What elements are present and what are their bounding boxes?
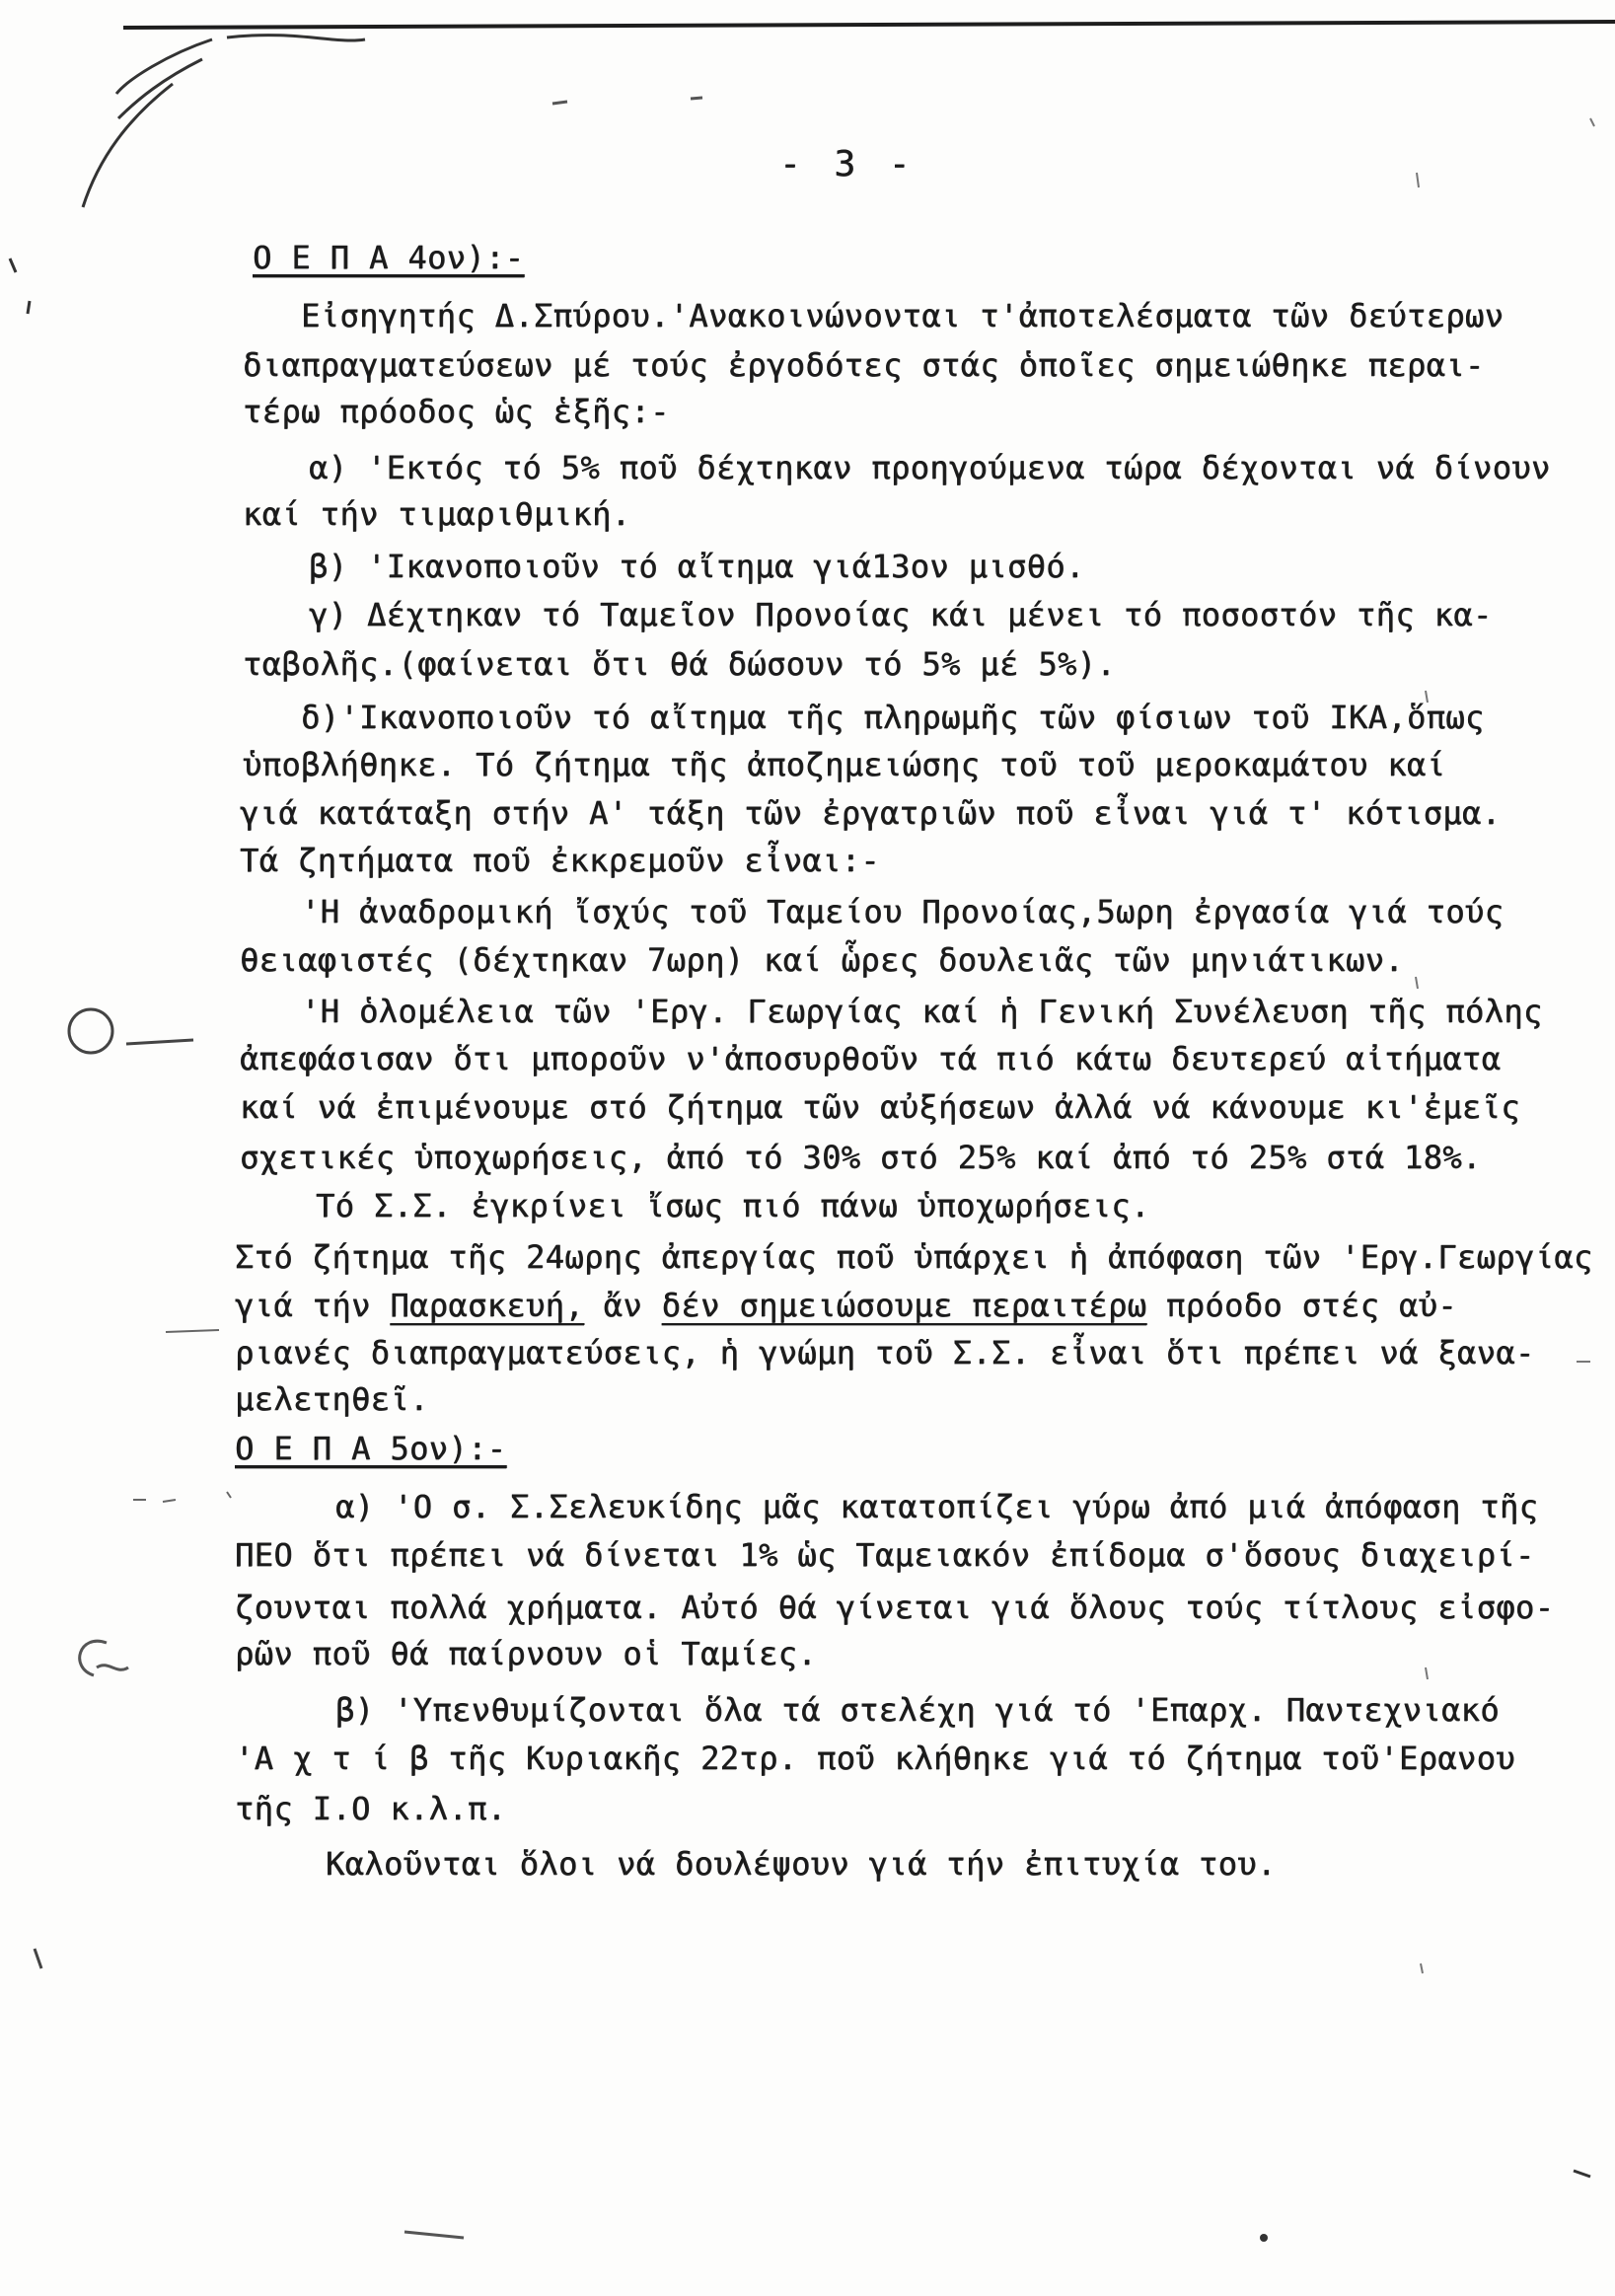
section-4-line: ριανές διαπραγματεύσεις, ἡ γνώμη τοῦ Σ.Σ. εἶναι ὅτι πρέπει νά ξανα-: [235, 1334, 1535, 1371]
left-tick-mark: [10, 259, 30, 314]
page-number: - 3 -: [779, 144, 917, 185]
text-segment: γιά τήν: [235, 1287, 391, 1324]
section-5-line: Καλοῦνται ὅλοι νά δουλέψουν γιά τήν ἐπιτυχία του.: [326, 1845, 1277, 1883]
bottom-dot-mark: [1260, 2234, 1268, 2242]
section-4-line: [235, 1286, 1457, 1325]
underlined-text-segment: Παρασκευή,: [390, 1287, 584, 1324]
section-5-line: ζουνται πολλά χρήματα. Αὐτό θά γίνεται γιά ὅλους τούς τίτλους εἰσφο-: [235, 1589, 1555, 1626]
section-5-heading: Ο Ε Π Α 5ον):-: [235, 1430, 507, 1467]
section-5-line: ρῶν ποῦ θά παίρνουν οἱ Ταμίες.: [235, 1635, 817, 1672]
section-4-line: σχετικές ὑποχωρήσεις, ἀπό τό 30% στό 25% καί ἀπό τό 25% στά 18%.: [240, 1139, 1482, 1176]
section-4-line: 'Η ἀναδρομική ἴσχύς τοῦ Ταμείου Προνοίας,5ωρη ἐργασία γιά τούς: [301, 893, 1505, 930]
section-4-line: ἀπεφάσισαν ὅτι μποροῦν ν'ἀποσυρθοῦν τά πιό κάτω δευτερεύ αἰτήματα: [240, 1040, 1502, 1077]
section-5-line: α) 'Ο σ. Σ.Σελευκίδης μᾶς κατατοπίζει γύρω ἀπό μιά ἀπόφαση τῆς: [335, 1488, 1539, 1525]
section-4-line: ταβολῆς.(φαίνεται ὅτι θά δώσουν τό 5% μέ 5%).: [243, 645, 1116, 683]
section-4-line: 'Η ὁλομέλεια τῶν 'Εργ. Γεωργίας καί ἡ Γενική Συνέλευση τῆς πόλης: [301, 993, 1543, 1030]
section-4-heading: Ο Ε Π Α 4ον):-: [253, 239, 525, 276]
margin-dash-mark: [126, 1040, 193, 1044]
margin-left-dash: [166, 1330, 219, 1332]
section-5-line: ΠΕΟ ὅτι πρέπει νά δίνεται 1% ὡς Ταμειακόν ἐπίδομα σ'ὅσους διαχειρί-: [235, 1536, 1535, 1574]
section-4-line: Τά ζητήματα ποῦ ἐκκρεμοῦν εἶναι:-: [240, 842, 880, 879]
section-4-line: γ) Δέχτηκαν τό Ταμεῖον Προνοίας κάι μένει τό ποσοστόν τῆς κα-: [309, 596, 1493, 633]
bottom-dash-mark: [404, 2232, 464, 2238]
margin-c-mark: [80, 1641, 128, 1675]
section-4-line: γιά κατάταξη στήν Α' τάξη τῶν ἐργατριῶν ποῦ εἶναι γιά τ' κότισμα.: [240, 794, 1502, 832]
section-4-line: τέρω πρόοδος ὡς ἑξῆς:-: [243, 393, 670, 430]
top-edge-line: [123, 22, 1615, 28]
text-segment: πρόοδο στές αὐ-: [1146, 1287, 1457, 1324]
section-4-line: δ)'Ικανοποιοῦν τό αἴτημα τῆς πληρωμῆς τῶν φίσιων τοῦ ΙΚΑ,ὅπως: [301, 699, 1485, 736]
left-edge-stroke: [35, 1949, 41, 1968]
section-4-line: α) 'Εκτός τό 5% ποῦ δέχτηκαν προηγούμενα τώρα δέχονται νά δίνουν: [309, 449, 1551, 486]
section-5-line: β) 'Υπενθυμίζονται ὅλα τά στελέχη γιά τό 'Επαρχ. Παντεχνιακό: [335, 1691, 1500, 1729]
section-4-line: διαπραγματεύσεων μέ τούς ἐργοδότες στάς ὁποῖες σημειώθηκε περαι-: [243, 346, 1485, 384]
bottom-right-stroke: [1574, 2171, 1590, 2177]
section-4-line: καί νά ἐπιμένουμε στό ζήτημα τῶν αὐξήσεων ἀλλά νά κάνουμε κι'ἐμεῖς: [240, 1088, 1520, 1126]
section-4-line: θειαφιστές (δέχτηκαν 7ωρη) καί ὧρες δουλειᾶς τῶν μηνιάτικων.: [240, 941, 1404, 979]
section-4-line: μελετηθεῖ.: [235, 1380, 429, 1418]
margin-left-dots: [133, 1492, 231, 1502]
section-4-line: Στό ζήτημα τῆς 24ωρης ἀπεργίας ποῦ ὑπάρχει ἡ ἀπόφαση τῶν 'Εργ.Γεωργίας: [235, 1238, 1593, 1276]
top-dash-mark: [552, 98, 702, 104]
section-5-line: τῆς Ι.Ο κ.λ.π.: [235, 1790, 507, 1827]
underlined-text-segment: δέν σημειώσουμε περαιτέρω: [661, 1287, 1147, 1324]
text-segment: ἄν: [583, 1287, 662, 1324]
section-5-line: 'Α χ τ ί β τῆς Κυριακῆς 22τρ. ποῦ κλήθηκε γιά τό ζήτημα τοῦ'Ερανου: [235, 1740, 1515, 1777]
margin-circle-mark: [69, 1009, 112, 1053]
section-4-line: Τό Σ.Σ. ἐγκρίνει ἴσως πιό πάνω ὑποχωρήσεις.: [316, 1187, 1150, 1224]
section-4-line: β) 'Ικανοποιοῦν τό αἴτημα γιά13ον μισθό.: [309, 548, 1085, 585]
section-4-line: καί τήν τιμαριθμική.: [243, 495, 631, 533]
top-left-scribble: [83, 36, 365, 207]
section-4-line: ὑποβλήθηκε. Τό ζήτημα τῆς ἀποζημειώσης τοῦ τοῦ μεροκαμάτου καί: [243, 746, 1446, 783]
section-4-line: Εἰσηγητής Δ.Σπύρου.'Ανακοινώνονται τ'ἀποτελέσματα τῶν δεύτερων: [301, 297, 1505, 334]
